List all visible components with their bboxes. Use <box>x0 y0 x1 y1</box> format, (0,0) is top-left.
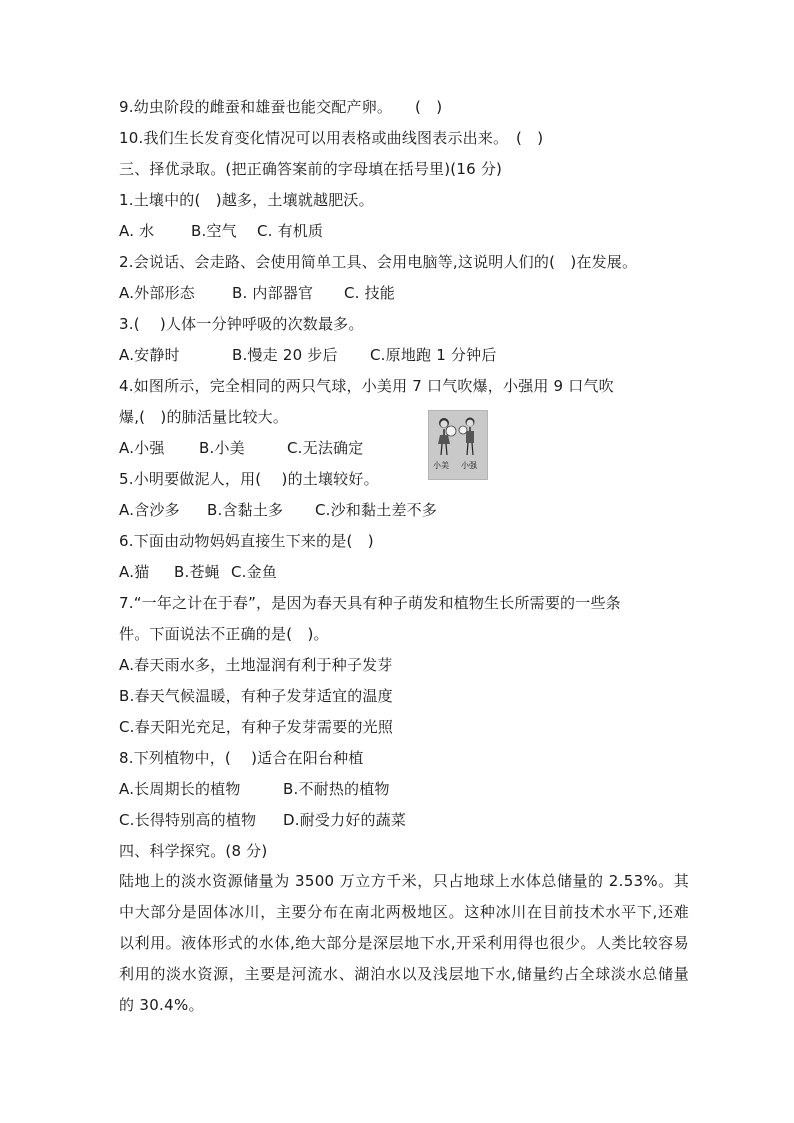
question-3-option-c: C.原地跑 1 分钟后 <box>370 346 497 364</box>
question-8-option-d: D.耐受力好的蔬菜 <box>283 811 407 829</box>
figure-label-xiaoqiang: 小强 <box>461 461 477 470</box>
question-6-stem: 6.下面由动物妈妈直接生下来的是( ) <box>119 532 374 550</box>
question-8-option-b: B.不耐热的植物 <box>283 780 390 798</box>
figure-label-xiaomei: 小美 <box>433 461 449 470</box>
question-7-stem-line-2: 件。下面说法不正确的是( )。 <box>119 625 329 643</box>
question-1-option-b: B.空气 <box>191 222 237 240</box>
question-4-options <box>119 438 363 458</box>
true-false-question-10: 10.我们生长发育变化情况可以用表格或曲线图表示出来。 ( ) <box>119 129 544 147</box>
question-1-options <box>119 221 323 241</box>
question-4-option-a: A.小强 <box>119 439 165 457</box>
question-4-stem-line-1: 4.如图所示，完全相同的两只气球，小美用 7 口气吹爆，小强用 9 口气吹 <box>119 377 614 395</box>
question-4-option-b: B.小美 <box>199 439 245 457</box>
section-3-heading: 三、择优录取。(把正确答案前的字母填在括号里)(16 分) <box>119 160 503 178</box>
question-6-option-c: C.金鱼 <box>231 563 278 581</box>
question-4-option-c: C.无法确定 <box>287 439 364 457</box>
question-7-option-c: C.春天阳光充足，有种子发芽需要的光照 <box>119 718 394 736</box>
question-5-option-c: C.沙和黏土差不多 <box>315 501 438 519</box>
question-7-stem-line-1: 7.“一年之计在于春”，是因为春天具有种子萌发和植物生长所需要的一些条 <box>119 594 621 612</box>
question-8-option-a: A.长周期长的植物 <box>119 780 241 798</box>
question-2-option-c: C. 技能 <box>344 284 396 302</box>
question-5-stem: 5.小明要做泥人，用( )的土壤较好。 <box>119 470 379 488</box>
true-false-question-9: 9.幼虫阶段的雌蚕和雄蚕也能交配产卵。 ( ) <box>119 98 443 116</box>
science-inquiry-paragraph: 陆地上的淡水资源储量为 3500 万立方千米，只占地球上水体总储量的 2.53%。其中大部分是固体冰川，主要分布在南北两极地区。这种冰川在目前技术水平下,还难以利用。液体形式的水体,绝大部分是深层地下水,开采利用得也很少。人类比较容易利用的淡水资源，主要是河流水、湖泊水以及浅层地下水,储量约占全球淡水总储量的 30.4%。 <box>119 872 689 1014</box>
question-4-stem-line-2: 爆,( )的肺活量比较大。 <box>119 408 289 426</box>
question-7-option-b: B.春天气候温暖，有种子发芽适宜的温度 <box>119 687 393 705</box>
question-6-options <box>119 562 277 582</box>
question-6-option-b: B.苍蝇 <box>174 563 220 581</box>
question-5-options <box>119 500 437 520</box>
question-3-options <box>119 345 497 365</box>
question-7-option-a: A.春天雨水多，土地湿润有利于种子发芽 <box>119 656 393 674</box>
question-8-option-c: C.长得特别高的植物 <box>119 811 257 829</box>
balloon-figure <box>428 410 488 480</box>
question-5-option-b: B.含黏土多 <box>207 501 284 519</box>
section-4-heading: 四、科学探究。(8 分) <box>119 842 268 860</box>
question-2-options <box>119 283 395 303</box>
question-6-option-a: A.猫 <box>119 563 150 581</box>
question-5-option-a: A.含沙多 <box>119 501 180 519</box>
question-2-option-a: A.外部形态 <box>119 284 195 302</box>
question-3-option-a: A.安静时 <box>119 346 180 364</box>
question-1-option-c: C. 有机质 <box>257 222 324 240</box>
question-8-options-row-2 <box>119 810 406 830</box>
question-1-option-a: A. 水 <box>119 222 155 240</box>
question-2-option-b: B. 内部器官 <box>232 284 314 302</box>
question-3-option-b: B.慢走 20 步后 <box>232 346 338 364</box>
question-8-stem: 8.下列植物中，( )适合在阳台种植 <box>119 749 364 767</box>
question-8-options-row-1 <box>119 779 390 799</box>
question-1-stem: 1.土壤中的( )越多，土壤就越肥沃。 <box>119 191 374 209</box>
question-2-stem: 2.会说话、会走路、会使用简单工具、会用电脑等,这说明人们的( )在发展。 <box>119 253 638 271</box>
question-3-stem: 3.( )人体一分钟呼吸的次数最多。 <box>119 315 364 333</box>
